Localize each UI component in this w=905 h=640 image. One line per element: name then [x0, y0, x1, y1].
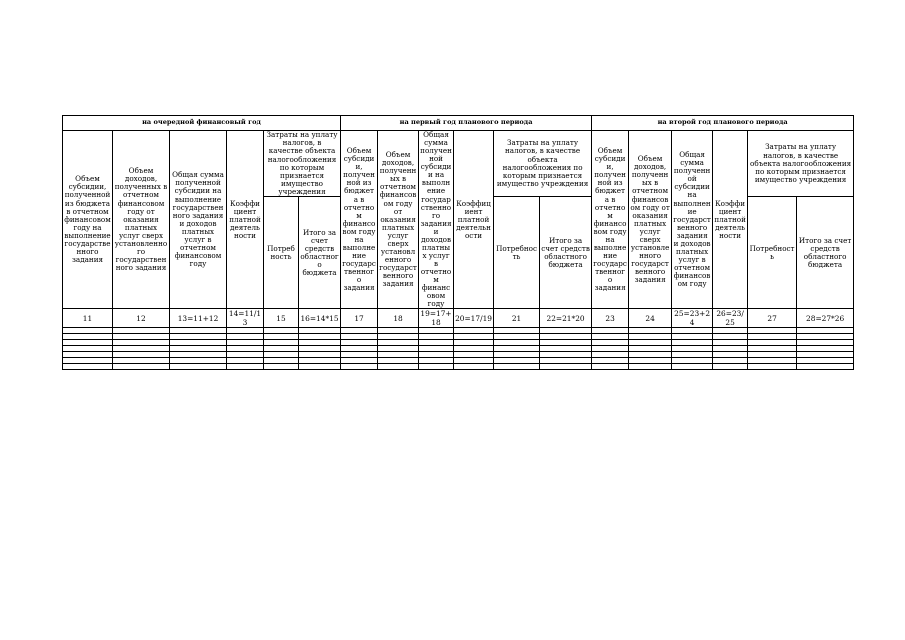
- col-total-header: Общая сумма полученной субсидии на выполнение государственного задания и доходов платных услуг в отчетном финансовом году: [672, 131, 713, 309]
- col-need-header: Потребность: [494, 197, 540, 309]
- col-tax-header: Затраты на уплату налогов, в качестве объекта налогообложения по которым признается имущество учреждения: [494, 131, 592, 197]
- col-number: 16=14*15: [299, 309, 341, 328]
- col-number: 22=21*20: [540, 309, 592, 328]
- col-need-header: Потребность: [264, 197, 299, 309]
- col-coefficient-header: Коэффициент платной деятельности: [227, 131, 264, 309]
- column-header-row: [63, 131, 854, 197]
- col-need-header: Потребность: [748, 197, 797, 309]
- section-second-plan-year: на второй год планового периода: [592, 116, 854, 131]
- col-subsidy-header: Объем субсидии, полученной из бюджета в отчетном финансовом году на выполнение государственного задания: [63, 131, 113, 309]
- col-income-header: Объем доходов, полученных в отчетном финансовом году от оказания платных услуг сверх установленного государственного задания: [113, 131, 170, 309]
- col-sum-header: Итого за счет средств областного бюджета: [299, 197, 341, 309]
- col-number: 19=17+18: [420, 309, 452, 328]
- col-sum-header: Итого за счет средств областного бюджета: [540, 197, 592, 309]
- col-tax-header: Затраты на уплату налогов, в качестве объекта налогообложения по которым признается имущество учреждения: [748, 131, 854, 197]
- col-sum-header: Итого за счет средств областного бюджета: [797, 197, 854, 309]
- col-income-header: Объем доходов, полученных в отчетном финансовом году от оказания платных услуг сверх установленного государственного задания: [378, 131, 419, 309]
- col-coefficient-header: Коэффициент платной деятельности: [454, 131, 494, 309]
- col-number: 25=23+24: [672, 309, 713, 328]
- section-header-row: [63, 116, 854, 131]
- col-number: 14=11/13: [227, 309, 264, 328]
- col-number: 27: [748, 309, 797, 328]
- col-total-header: Общая сумма полученной субсидии на выполнение государственного задания и доходов платных услуг в отчетном финансовом году: [170, 131, 227, 309]
- col-number: 15: [264, 309, 299, 328]
- col-total-header: Общая сумма полученной субсидии на выполнение государственного задания и доходов платных услуг в отчетном финансовом году: [420, 130, 452, 309]
- col-number: 17: [341, 309, 378, 328]
- table-row: [63, 364, 854, 370]
- col-number: 21: [494, 309, 540, 328]
- col-subsidy-header: Объем субсидии, полученной из бюджета в отчетном финансовом году на выполнение государственного задания: [592, 131, 629, 309]
- col-coefficient-header: Коэффициент платной деятельности: [713, 131, 748, 309]
- budget-table-sheet: [62, 115, 853, 370]
- col-number: 13=11+12: [170, 309, 227, 328]
- col-number: 20=17/19: [454, 309, 494, 328]
- col-number: 18: [378, 309, 419, 328]
- col-number: 11: [63, 309, 113, 328]
- section-current-year: на очередной финансовый год: [63, 116, 341, 131]
- column-number-row: [63, 309, 854, 328]
- col-number: 23: [592, 309, 629, 328]
- col-number: 28=27*26: [797, 309, 854, 328]
- col-subsidy-header: Объем субсидии, полученной из бюджета в отчетном финансовом году на выполнение государственного задания: [341, 131, 378, 309]
- col-number: 24: [629, 309, 672, 328]
- col-income-header: Объем доходов, полученных в отчетном финансовом году от оказания платных услуг сверх установленного государственного задания: [629, 131, 672, 309]
- col-tax-header: Затраты на уплату налогов, в качестве объекта налогообложения по которым признается имущество учреждения: [264, 131, 341, 197]
- budget-table: [62, 115, 854, 370]
- col-number: 26=23/25: [713, 309, 748, 328]
- col-number: 12: [113, 309, 170, 328]
- section-first-plan-year: на первый год планового периода: [341, 116, 592, 131]
